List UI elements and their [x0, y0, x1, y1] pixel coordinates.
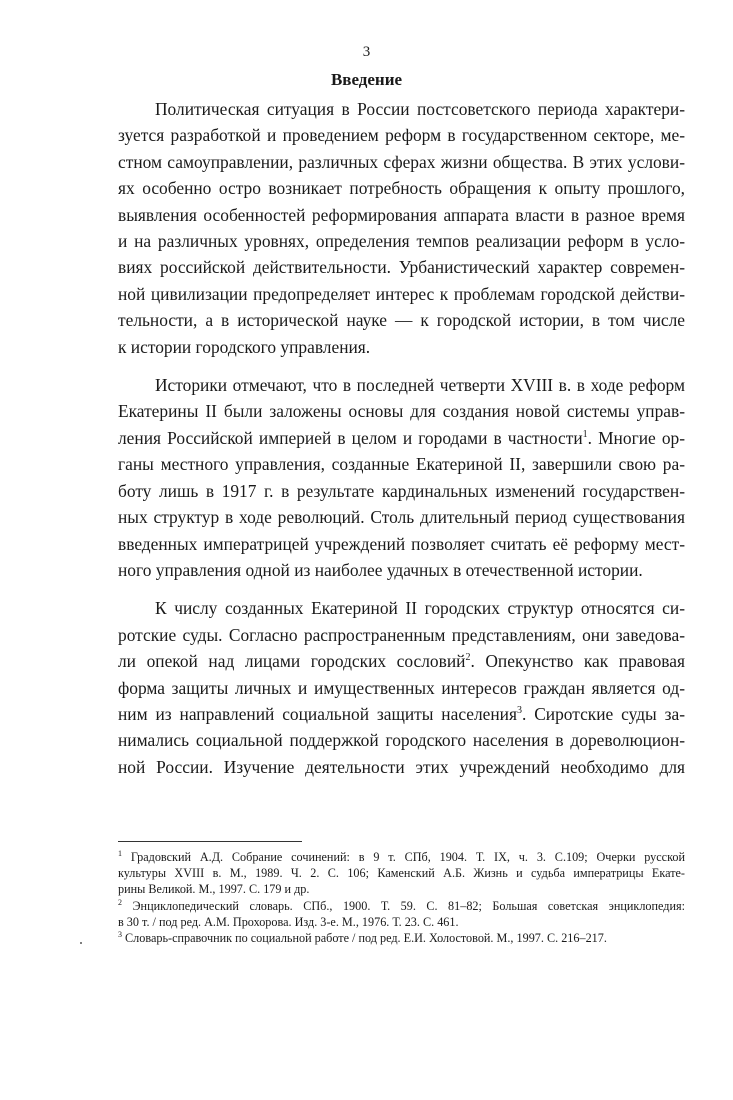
scan-speck: [80, 942, 82, 944]
footnote: [118, 849, 685, 898]
text-line: ной цивилизации предопределяет интерес к проблемам городской действи-: [118, 283, 685, 304]
text-line: [118, 701, 685, 727]
text-segment: Энциклопедический словарь. СПб., 1900. Т. 59. С. 81–82; Большая советская энциклопедия:: [132, 898, 686, 913]
footnote-line: [118, 849, 685, 865]
text-segment: . Многие ор-: [587, 427, 685, 448]
text-line: форма защиты личных и имущественных интересов граждан является од-: [118, 677, 685, 698]
paragraph: [118, 96, 685, 360]
text-segment: . Опекунство как правовая: [470, 651, 685, 672]
footnote-ref: 2: [465, 652, 471, 664]
page-title: Введение: [330, 70, 403, 89]
footnote: [118, 930, 685, 946]
footnote-number: 3: [118, 930, 122, 940]
text-line: тельности, а в исторической науке — к городской истории, в том числе: [118, 310, 685, 331]
text-segment: Словарь-справочник по социальной работе / под ред. Е.И. Холостовой. М., 1997. С. 216–217.: [125, 931, 607, 946]
footnote-line: [118, 898, 685, 914]
text-line: ных структур в ходе революций. Столь длительный период существования: [118, 507, 685, 528]
footnote: [118, 898, 685, 930]
footnotes: [118, 849, 685, 946]
footnote-line: в 30 т. / под ред. А.М. Прохорова. Изд. 3-е. М., 1976. Т. 23. С. 461.: [118, 914, 459, 929]
text-segment: . Сиротские суды за-: [521, 703, 685, 724]
text-line: виях российской действительности. Урбанистический характер современ-: [118, 257, 685, 278]
text-line: введенных императрицей учреждений позволяет считать её реформу мест-: [118, 533, 685, 554]
text-segment: ли опекой над лицами городских сословий: [118, 651, 466, 672]
footnote-divider: [118, 841, 302, 842]
text-line: зуется разработкой и проведением реформ в государственном секторе, ме-: [118, 125, 685, 146]
text-line: Политическая ситуация в России постсоветского периода характери-: [155, 99, 685, 119]
footnote-line: рины Великой. М., 1997. С. 179 и др.: [118, 882, 310, 897]
text-line: выявления особенностей реформирования аппарата власти в разное время: [118, 204, 685, 225]
text-segment: ним из направлений социальной защиты населения: [118, 703, 517, 724]
footnote-number: 2: [118, 897, 122, 907]
footnote-line: культуры XVIII в. М., 1989. Ч. 2. С. 106; Каменский А.Б. Жизнь и судьба императрицы Екате-: [118, 866, 685, 881]
paragraph: [118, 372, 685, 583]
text-line: ной России. Изучение деятельности этих учреждений необходимо для: [118, 756, 685, 777]
text-segment: Градовский А.Д. Собрание сочинений: в 9 т. СПб, 1904. Т. IX, ч. 3. С.109; Очерки русской: [130, 850, 686, 864]
page-number: 3: [362, 44, 371, 60]
text-line: стном самоуправлении, различных сферах жизни общества. В этих услови-: [118, 151, 685, 172]
text-line: К числу созданных Екатериной II городских структур относятся си-: [155, 598, 685, 619]
text-line: к истории городского управления.: [118, 336, 371, 357]
text-line: ях особенно остро возникает потребность обращения к опыту прошлого,: [118, 178, 685, 199]
text-line: ганы местного управления, созданные Екатериной II, завершили свою ра-: [118, 454, 685, 475]
body-text: [118, 96, 685, 792]
paragraph: [118, 595, 685, 780]
text-line: и на различных уровнях, определения темпов реализации реформ в усло-: [118, 231, 685, 252]
footnote-line: [118, 930, 685, 946]
text-segment: ления Российской империей в целом и городами в частности: [118, 427, 583, 448]
text-line: [118, 425, 685, 451]
footnote-ref: 1: [582, 428, 588, 440]
text-line: Историки отмечают, что в последней четверти XVIII в. в ходе реформ: [155, 375, 685, 396]
text-line: нимались социальной поддержкой городского населения в дореволюцион-: [118, 730, 685, 751]
text-line: Екатерины II были заложены основы для создания новой системы управ-: [118, 401, 685, 422]
text-line: ротские суды. Согласно распространенным представлениям, они заведова-: [118, 624, 685, 645]
text-line: [118, 648, 685, 674]
footnote-ref: 3: [516, 704, 522, 716]
text-line: ного управления одной из наиболее удачных в отечественной истории.: [118, 559, 643, 580]
text-line: боту лишь в 1917 г. в результате кардинальных изменений государствен-: [118, 480, 685, 501]
footnote-number: 1: [118, 849, 122, 858]
